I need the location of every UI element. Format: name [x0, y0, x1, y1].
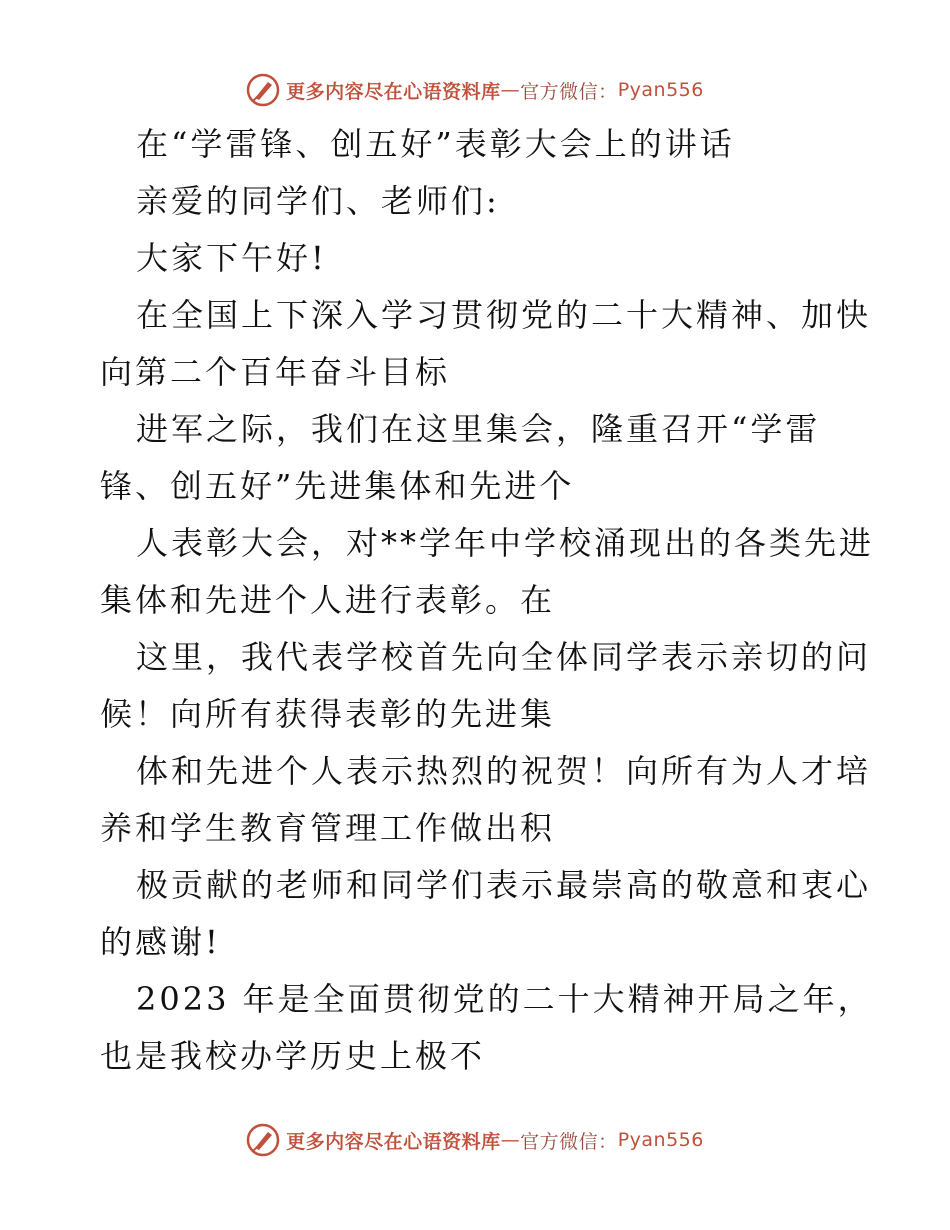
paragraph-line: 养和学生教育管理工作做出积: [100, 809, 556, 847]
watermark-footer: [0, 1120, 950, 1160]
watermark-wechat-id: Pyan556: [617, 1129, 704, 1151]
quill-logo-icon: [246, 1123, 280, 1157]
paragraph-7: [100, 971, 873, 1085]
paragraph-line: 的感谢!: [100, 923, 221, 961]
paragraph-line: 集体和先进个人进行表彰。在: [100, 581, 556, 619]
paragraph-line: 这里，我代表学校首先向全体同学表示亲切的问: [136, 638, 872, 676]
paragraph-line: 体和先进个人表示热烈的祝贺！向所有为人才培: [136, 752, 872, 790]
salutation: 亲爱的同学们、老师们:: [136, 182, 500, 220]
paragraph-5: [100, 743, 872, 857]
paragraph-3: [100, 515, 875, 629]
paragraph-6: [100, 857, 872, 971]
paragraph-2: [100, 401, 860, 515]
paragraph-line: 候！向所有获得表彰的先进集: [100, 695, 556, 733]
paragraph-4: [100, 629, 872, 743]
document-title: 在“学雷锋、创五好”表彰大会上的讲话: [136, 125, 735, 163]
paragraph-line: 锋、创五好”先进集体和先进个: [100, 467, 575, 505]
watermark-official-label: 官方微信：: [520, 80, 618, 103]
watermark-official-label: 官方微信：: [520, 1130, 618, 1153]
quill-logo-icon: [246, 73, 280, 107]
watermark-wechat-id: Pyan556: [617, 79, 704, 101]
watermark-separator: —: [500, 1129, 521, 1151]
greeting: 大家下午好!: [136, 239, 327, 277]
paragraph-line: 在全国上下深入学习贯彻党的二十大精神、加快: [136, 296, 872, 334]
paragraph-line: 进军之际，我们在这里集会，隆重召开“学雷: [136, 410, 821, 448]
paragraph-line: 向第二个百年奋斗目标: [100, 353, 451, 391]
paragraph-line: 极贡献的老师和同学们表示最崇高的敬意和衷心: [136, 866, 872, 904]
paragraph-1: [100, 287, 872, 401]
watermark-separator: —: [500, 79, 521, 101]
watermark-brand: 更多内容尽在心语资料库: [286, 1130, 501, 1153]
watermark-brand: 更多内容尽在心语资料库: [286, 80, 501, 103]
paragraph-line: 人表彰大会，对**学年中学校涌现出的各类先进: [136, 524, 875, 562]
paragraph-line: 也是我校办学历史上极不: [100, 1037, 486, 1075]
watermark-header: [0, 70, 950, 110]
document-body: [100, 116, 875, 1085]
paragraph-line: 2023 年是全面贯彻党的二十大精神开局之年，: [136, 980, 873, 1018]
